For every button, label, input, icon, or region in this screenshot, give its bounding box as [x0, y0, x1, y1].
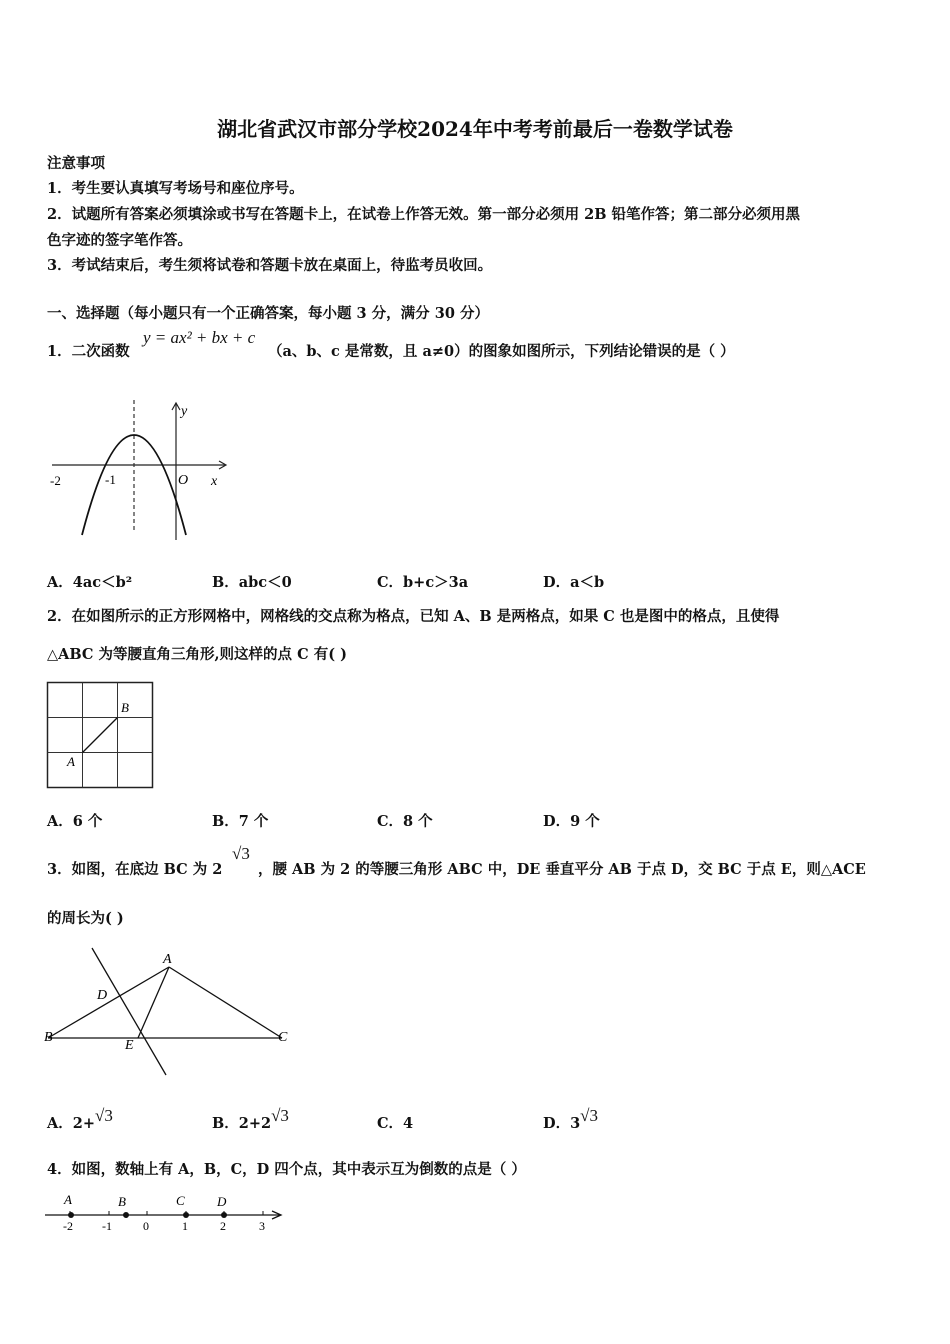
q1-option-a[interactable]: A．4ac＜b² [47, 574, 133, 591]
segment-ae [138, 967, 169, 1038]
notice-heading: 注意事项 [47, 155, 105, 172]
point-a-label: A [67, 754, 75, 769]
q1-prefix: 1．二次函数 [47, 343, 130, 360]
sqrt3-symbol: √3 [95, 1106, 113, 1125]
tick-label: -2 [63, 1219, 73, 1233]
q1-suffix: （a、b、c 是常数，且 a≠0）的图象如图所示，下列结论错误的是（ ） [268, 343, 735, 360]
q3-line2: 的周长为( ) [47, 910, 124, 927]
option-text: B．2+2 [212, 1115, 272, 1132]
y-label: y [181, 404, 188, 419]
notice-item: 2．试题所有答案必须填涂或书写在答题卡上，在试卷上作答无效。第一部分必须用 2B 铅笔作答；第二部分必须用黑 [47, 206, 801, 223]
point-e-label: E [125, 1038, 134, 1053]
q3-line1-prefix: 3．如图，在底边 BC 为 2 [47, 861, 223, 878]
tick-label: 3 [259, 1219, 265, 1233]
point-c-label: C [278, 1030, 288, 1045]
q2-option-d[interactable]: D．9 个 [543, 813, 600, 830]
q2-option-a[interactable]: A．6 个 [47, 813, 103, 830]
q3-option-b[interactable] [212, 1106, 289, 1133]
point-b-dot [123, 1212, 129, 1218]
tick-label: 1 [182, 1219, 188, 1233]
q2-line1: 2．在如图所示的正方形网格中，网格线的交点称为格点，已知 A、B 是两格点，如果 C 也是图中的格点，且使得 [47, 608, 780, 625]
point-c-dot [183, 1212, 189, 1218]
origin-label: O [178, 473, 189, 488]
perpendicular-bisector-de [92, 948, 166, 1075]
tick-label: 2 [220, 1219, 226, 1233]
q2-line2: △ABC 为等腰直角三角形,则这样的点 C 有( ) [47, 646, 347, 663]
q2-option-c[interactable]: C．8 个 [377, 813, 433, 830]
sqrt3-symbol: √3 [580, 1106, 599, 1125]
point-a-label: A [163, 952, 172, 967]
q4-number-line [42, 1190, 287, 1240]
option-text: A．2+ [47, 1115, 95, 1132]
tick-label: -1 [102, 1219, 112, 1233]
section-heading: 一、选择题（每小题只有一个正确答案，每小题 3 分，满分 30 分） [47, 305, 489, 322]
q2-option-b[interactable]: B．7 个 [212, 813, 269, 830]
point-b-label: B [118, 1194, 126, 1209]
point-b-label: B [121, 700, 129, 715]
point-b-label: B [44, 1030, 53, 1045]
notice-item: 色字迹的签字笔作答。 [47, 232, 192, 249]
sqrt3-symbol: √3 [232, 844, 250, 863]
q1-option-d[interactable]: D．a＜b [543, 574, 605, 591]
q1-formula: y = ax² + bx + c [143, 328, 256, 347]
page-title: 湖北省武汉市部分学校2024年中考考前最后一卷数学试卷 [217, 117, 733, 141]
q2-square-grid [45, 680, 157, 790]
point-d-dot [221, 1212, 227, 1218]
sqrt3-symbol: √3 [271, 1106, 289, 1125]
q4-text: 4．如图，数轴上有 A，B，C，D 四个点，其中表示互为倒数的点是（ ） [47, 1161, 526, 1178]
notice-item: 1．考生要认真填写考场号和座位序号。 [47, 180, 304, 197]
segment-ac [169, 967, 282, 1038]
q1-option-b[interactable]: B．abc＜0 [212, 574, 292, 591]
tick-label: 0 [143, 1219, 149, 1233]
point-a-label: A [64, 1192, 72, 1207]
x-label: x [211, 474, 218, 489]
q3-option-d[interactable] [543, 1106, 599, 1133]
q1-option-c[interactable]: C．b+c＞3a [377, 574, 469, 591]
point-d-label: D [97, 988, 108, 1003]
notice-item: 3．考试结束后，考生须将试卷和答题卡放在桌面上，待监考员收回。 [47, 257, 493, 274]
point-c-label: C [176, 1193, 185, 1208]
q1-parabola-graph [45, 395, 235, 545]
point-a-dot [68, 1212, 74, 1218]
segment-ab [83, 718, 118, 753]
q3-triangle-figure [42, 943, 297, 1078]
segment-ab [48, 967, 169, 1038]
q3-option-c[interactable] [377, 1112, 413, 1133]
q3-option-a[interactable] [47, 1106, 113, 1133]
point-d-label: D [217, 1194, 227, 1209]
tick-label-minus1: -1 [105, 472, 116, 487]
option-text: C．4 [377, 1115, 414, 1132]
option-text: D．3 [543, 1115, 581, 1132]
tick-label-minus2: -2 [50, 473, 61, 488]
q3-line1-suffix: ，腰 AB 为 2 的等腰三角形 ABC 中，DE 垂直平分 AB 于点 D，交 BC 于点 E，则△ACE [258, 861, 866, 878]
